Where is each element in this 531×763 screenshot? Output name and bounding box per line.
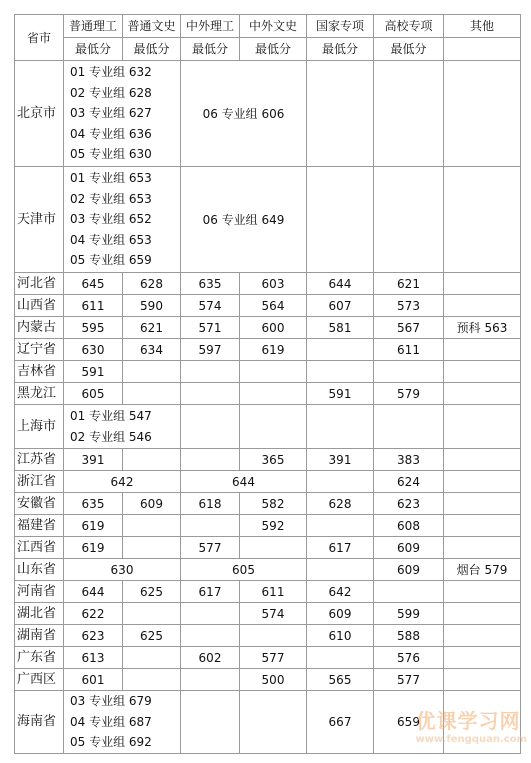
header-col-3: 中外理工 (181, 15, 240, 38)
table-row (15, 449, 521, 471)
score-cell: 591 (307, 383, 374, 405)
score-cell: 574 (240, 603, 307, 625)
score-cell (123, 603, 181, 625)
table-row (15, 361, 521, 383)
cell-empty (374, 167, 444, 273)
score-cell (123, 515, 181, 537)
score-cell (444, 515, 521, 537)
score-cell (240, 537, 307, 559)
header-sub-2: 最低分 (123, 38, 181, 61)
score-cell: 576 (374, 647, 444, 669)
province-name: 山西省 (15, 295, 64, 317)
header-sub-3: 最低分 (181, 38, 240, 61)
group-score: 04 专业组 636 (70, 126, 152, 141)
score-cell: 635 (181, 273, 240, 295)
score-cell (181, 449, 240, 471)
group-score: 02 专业组 546 (70, 429, 152, 444)
province-name: 浙江省 (15, 471, 64, 493)
score-cell (444, 449, 521, 471)
table-row (15, 471, 521, 493)
score-cell: 645 (64, 273, 123, 295)
score-cell: 630 (64, 559, 181, 581)
score-cell: 574 (181, 295, 240, 317)
province-name: 吉林省 (15, 361, 64, 383)
score-cell (444, 295, 521, 317)
score-cell (444, 669, 521, 691)
score-cell: 595 (64, 317, 123, 339)
header-col-6: 高校专项 (374, 15, 444, 38)
group-score: 05 专业组 692 (70, 735, 152, 749)
province-name: 安徽省 (15, 493, 64, 515)
province-name: 北京市 (15, 61, 64, 167)
score-cell (181, 383, 240, 405)
score-cell: 579 (374, 383, 444, 405)
group-score: 01 专业组 632 (70, 65, 152, 80)
score-cell: 599 (374, 603, 444, 625)
score-cell: 625 (123, 581, 181, 603)
header-sub-1: 最低分 (64, 38, 123, 61)
table-row (15, 317, 521, 339)
score-cell (444, 339, 521, 361)
score-cell: 609 (374, 537, 444, 559)
score-cell: 605 (64, 383, 123, 405)
group-score: 03 专业组 652 (70, 212, 152, 227)
cell-empty (444, 405, 521, 449)
score-cell: 577 (181, 537, 240, 559)
score-cell: 577 (240, 647, 307, 669)
province-name: 内蒙古 (15, 317, 64, 339)
score-cell: 607 (307, 295, 374, 317)
score-cell: 622 (64, 603, 123, 625)
score-cell: 601 (64, 669, 123, 691)
province-name: 广东省 (15, 647, 64, 669)
score-cell: 624 (374, 471, 444, 493)
score-cell (181, 603, 240, 625)
score-cell (444, 625, 521, 647)
province-name: 河南省 (15, 581, 64, 603)
watermark-title: 优课学习网 (415, 709, 521, 733)
cell-empty (307, 167, 374, 273)
province-name: 上海市 (15, 405, 64, 449)
group-scores (64, 691, 181, 754)
province-name: 黑龙江 (15, 383, 64, 405)
score-cell: 烟台 579 (444, 559, 521, 581)
table-row (15, 559, 521, 581)
score-cell: 609 (123, 493, 181, 515)
score-cell: 634 (123, 339, 181, 361)
score-cell: 623 (64, 625, 123, 647)
table-row (15, 405, 521, 449)
score-cell (444, 273, 521, 295)
group-score: 02 专业组 653 (70, 191, 152, 206)
score-cell (307, 361, 374, 383)
group-scores (64, 167, 181, 273)
score-cell: 564 (240, 295, 307, 317)
score-cell (444, 537, 521, 559)
group-score: 03 专业组 627 (70, 106, 152, 121)
score-cell: 609 (307, 603, 374, 625)
score-cell (123, 537, 181, 559)
score-cell: 592 (240, 515, 307, 537)
cell-empty (181, 405, 240, 449)
table-row (15, 295, 521, 317)
score-cell (181, 625, 240, 647)
score-cell: 642 (64, 471, 181, 493)
cell-empty (374, 61, 444, 167)
score-cell: 582 (240, 493, 307, 515)
score-cell (123, 383, 181, 405)
score-cell: 642 (307, 581, 374, 603)
score-cell: 383 (374, 449, 444, 471)
score-cell: 597 (181, 339, 240, 361)
score-cell: 611 (64, 295, 123, 317)
score-cell (444, 647, 521, 669)
score-cell: 621 (123, 317, 181, 339)
table-row (15, 383, 521, 405)
score-cell: 619 (64, 537, 123, 559)
score-cell: 619 (240, 339, 307, 361)
header-sub-7 (444, 38, 521, 61)
table-row (15, 515, 521, 537)
score-cell: 613 (64, 647, 123, 669)
table-row (15, 603, 521, 625)
table-row (15, 273, 521, 295)
score-cell: 635 (64, 493, 123, 515)
sino-foreign-score: 06 专业组 649 (181, 167, 307, 273)
group-score: 04 专业组 687 (70, 714, 152, 729)
table-row (15, 647, 521, 669)
score-cell (181, 361, 240, 383)
score-cell: 591 (64, 361, 123, 383)
score-cell: 619 (64, 515, 123, 537)
group-score: 04 专业组 653 (70, 232, 152, 247)
score-cell: 623 (374, 493, 444, 515)
table-row (15, 669, 521, 691)
score-cell: 600 (240, 317, 307, 339)
cell-empty (181, 691, 240, 754)
score-cell (374, 361, 444, 383)
score-cell: 644 (181, 471, 307, 493)
score-cell (123, 449, 181, 471)
score-cell: 659 (374, 691, 444, 754)
province-name: 广西区 (15, 669, 64, 691)
score-cell (444, 361, 521, 383)
score-cell (240, 625, 307, 647)
group-score: 02 专业组 628 (70, 85, 152, 100)
province-name: 河北省 (15, 273, 64, 295)
score-cell (307, 647, 374, 669)
score-cell: 571 (181, 317, 240, 339)
header-col-2: 普通文史 (123, 15, 181, 38)
table-row (15, 625, 521, 647)
score-cell: 628 (307, 493, 374, 515)
score-cell (240, 383, 307, 405)
score-cell: 577 (374, 669, 444, 691)
group-score: 01 专业组 653 (70, 171, 152, 186)
score-cell: 617 (307, 537, 374, 559)
score-cell: 617 (181, 581, 240, 603)
score-cell: 预科 563 (444, 317, 521, 339)
province-name: 江西省 (15, 537, 64, 559)
score-cell (123, 669, 181, 691)
score-cell: 644 (307, 273, 374, 295)
province-name: 辽宁省 (15, 339, 64, 361)
score-cell (374, 581, 444, 603)
table-row (15, 537, 521, 559)
score-cell: 565 (307, 669, 374, 691)
cell-empty (444, 167, 521, 273)
cell-empty (307, 559, 374, 581)
score-cell: 610 (307, 625, 374, 647)
sino-foreign-score: 06 专业组 606 (181, 61, 307, 167)
score-cell: 609 (374, 559, 444, 581)
group-score: 03 专业组 679 (70, 694, 152, 708)
cell-empty (240, 405, 307, 449)
score-cell: 573 (374, 295, 444, 317)
header-col-1: 普通理工 (64, 15, 123, 38)
score-cell (240, 361, 307, 383)
score-cell: 590 (123, 295, 181, 317)
score-cell: 618 (181, 493, 240, 515)
cell-empty (307, 405, 374, 449)
province-name: 江苏省 (15, 449, 64, 471)
group-score: 05 专业组 630 (70, 147, 152, 162)
group-scores (64, 405, 181, 449)
score-cell: 611 (374, 339, 444, 361)
score-cell: 628 (123, 273, 181, 295)
table-row (15, 61, 521, 167)
score-cell: 644 (64, 581, 123, 603)
score-cell: 588 (374, 625, 444, 647)
province-name: 山东省 (15, 559, 64, 581)
header-col-4: 中外文史 (240, 15, 307, 38)
score-cell: 603 (240, 273, 307, 295)
score-cell: 391 (64, 449, 123, 471)
table-row (15, 493, 521, 515)
score-cell (307, 515, 374, 537)
score-cell: 602 (181, 647, 240, 669)
score-cell: 500 (240, 669, 307, 691)
table-row (15, 581, 521, 603)
cell-empty (444, 471, 521, 493)
score-cell (444, 493, 521, 515)
score-cell: 621 (374, 273, 444, 295)
admission-score-table (14, 14, 521, 754)
cell-empty (307, 471, 374, 493)
cell-empty (374, 405, 444, 449)
score-cell (181, 515, 240, 537)
table-row (15, 339, 521, 361)
table-row (15, 167, 521, 273)
group-scores (64, 61, 181, 167)
header-sub-5: 最低分 (307, 38, 374, 61)
group-score: 01 专业组 547 (70, 409, 152, 423)
header-col-5: 国家专项 (307, 15, 374, 38)
province-name: 天津市 (15, 167, 64, 273)
header-sub-6: 最低分 (374, 38, 444, 61)
score-cell: 611 (240, 581, 307, 603)
score-cell: 667 (307, 691, 374, 754)
cell-empty (444, 61, 521, 167)
cell-empty (307, 61, 374, 167)
score-cell (123, 361, 181, 383)
score-cell: 605 (181, 559, 307, 581)
group-score: 05 专业组 659 (70, 253, 152, 268)
score-cell: 365 (240, 449, 307, 471)
score-cell: 608 (374, 515, 444, 537)
header-province: 省市 (15, 15, 64, 61)
score-cell (444, 581, 521, 603)
score-cell (444, 603, 521, 625)
header-col-7: 其他 (444, 15, 521, 38)
score-cell (181, 669, 240, 691)
province-name: 湖北省 (15, 603, 64, 625)
score-cell: 391 (307, 449, 374, 471)
watermark-logo (416, 705, 527, 745)
score-cell (123, 647, 181, 669)
score-cell: 567 (374, 317, 444, 339)
watermark-url: www.fengquan.com (415, 734, 527, 745)
province-name: 海南省 (15, 691, 64, 754)
score-cell (307, 339, 374, 361)
score-cell (444, 383, 521, 405)
province-name: 福建省 (15, 515, 64, 537)
score-cell: 581 (307, 317, 374, 339)
header-sub-4: 最低分 (240, 38, 307, 61)
cell-empty (240, 691, 307, 754)
score-cell: 625 (123, 625, 181, 647)
score-cell: 630 (64, 339, 123, 361)
province-name: 湖南省 (15, 625, 64, 647)
